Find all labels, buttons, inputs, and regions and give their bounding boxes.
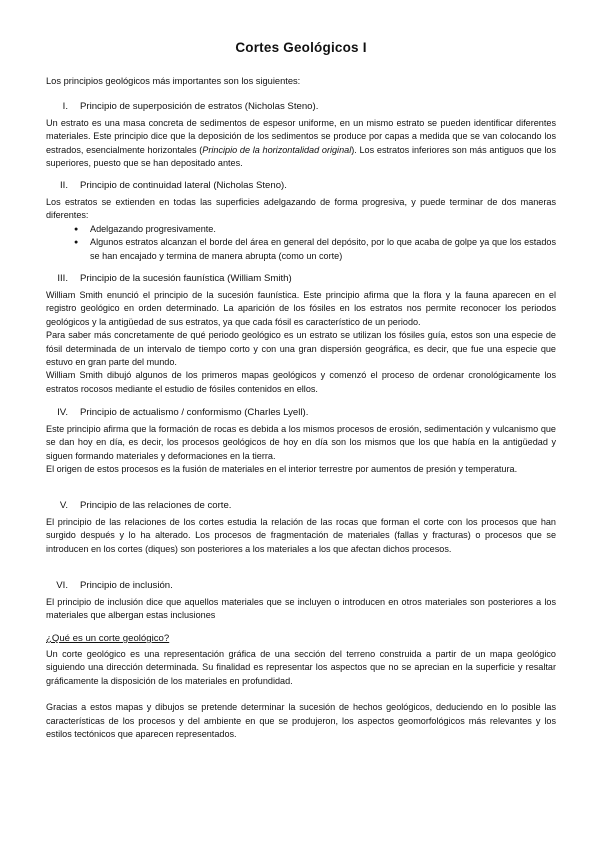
question-body: Gracias a estos mapas y dibujos se pretende determinar la sucesión de hechos geológicos, deduciendo en lo posible las características de los procesos y del ambiente en que se produjeron, los aspectos geomorfológicos más relevantes y los estilos tectónicos que aparecen representados. <box>46 702 556 740</box>
question-body: Un corte geológico es una representación gráfica de una sección del terreno construida a partir de un mapa geológico siguiendo una dirección determinada. Su finalidad es representar los aspectos que no se aprecian en la superficie y resaltar gráficamente la disposición de los materiales en profundidad. <box>46 649 556 686</box>
section-2 <box>46 180 556 263</box>
section-body: Un estrato es una masa concreta de sedimentos de espesor uniforme, en un mismo estrato se pueden identificar diferentes materiales. Este principio dice que la deposición de los sedimentos se produce por capas a medida que se van colocando los estrados, esencialmente horizontales (Principio de la horizontalidad original). Los estratos inferiores son más antiguos que los superiores, puesto que se han depositado antes. <box>46 118 557 169</box>
bullet-list <box>46 223 556 263</box>
page-title: Cortes Geológicos I <box>235 40 367 55</box>
section-heading: III. Principio de la sucesión faunística (William Smith) <box>57 273 292 284</box>
intro-text: Los principios geológicos más importantes son los siguientes: <box>46 76 301 86</box>
section-heading: IV. Principio de actualismo / conformismo (Charles Lyell). <box>57 407 309 418</box>
section-body: El origen de estos procesos es la fusión de materiales en el interior terrestre por aumentos de presión y temperatura. <box>46 464 518 475</box>
question-heading: ¿Qué es un corte geológico? <box>46 633 170 644</box>
section-body: Este principio afirma que la formación de rocas es debida a los mismos procesos de erosión, sedimentación y vulcanismo que se dan hoy en día, es decir, los procesos geológicos de hoy en día son los mismos que los que había en la antigüedad y siguen formando materiales y deformaciones en la tierra. <box>46 424 556 461</box>
question-section <box>46 633 556 741</box>
section-body: El principio de inclusión dice que aquellos materiales que se incluyen o introducen en otros materiales son posteriores a los materiales que albergan estas inclusiones <box>46 597 556 621</box>
section-body: El principio de las relaciones de los cortes estudia la relación de las rocas que forman el corte con los procesos que han surgido después y lo ha alterado. Los procesos de fragmentación de materiales (fallas y fracturas) o procesos que se introducen en los cortes (diques) son posteriores a los materiales a los que afectan dichos procesos. <box>46 517 556 554</box>
section-1 <box>46 101 556 171</box>
section-heading: V. Principio de las relaciones de corte. <box>59 500 232 511</box>
section-heading: VI. Principio de inclusión. <box>56 580 173 591</box>
section-heading: II. Principio de continuidad lateral (Nicholas Steno). <box>60 180 287 191</box>
section-4 <box>46 407 556 477</box>
list-item: ● Algunos estratos alcanzan el borde del área en general del depósito, por lo que acaba de golpe ya que los estados se han encajado y termina de manera abrupta (como un corte) <box>90 236 556 263</box>
section-body: William Smith enunció el principio de la sucesión faunística. Este principio afirma que la flora y la fauna aparecen en el registro geológico en orden determinado. La aparición de los fósiles en los estratos nos permite reconocer los periodos geológicos y la antigüedad de sus estratos, ya que cada fósil es característico de un periodo. <box>46 290 556 327</box>
section-5 <box>46 500 556 556</box>
section-body: Los estratos se extienden en todas las superficies adelgazando de forma progresiva, y puede terminar de dos maneras diferentes: <box>46 197 556 221</box>
section-6 <box>46 580 556 623</box>
list-item: ● Adelgazando progresivamente. <box>90 223 556 236</box>
section-heading: I. Principio de superposición de estratos (Nicholas Steno). <box>62 101 319 112</box>
section-body: William Smith dibujó algunos de los primeros mapas geológicos y comenzó el proceso de ordenar cronológicamente los estratos rocosos mediante el estudio de fósiles contenidos en ellos. <box>46 370 556 394</box>
section-body: Para saber más concretamente de qué periodo geológico es un estrato se utilizan los fósiles guía, estos son una especie de fósil determinada de un intervalo de tiempo corto y con una gran dispersión geográfica, es decir, que fue una especie que estuvo en gran parte del mundo. <box>46 330 556 368</box>
section-3 <box>46 273 556 396</box>
